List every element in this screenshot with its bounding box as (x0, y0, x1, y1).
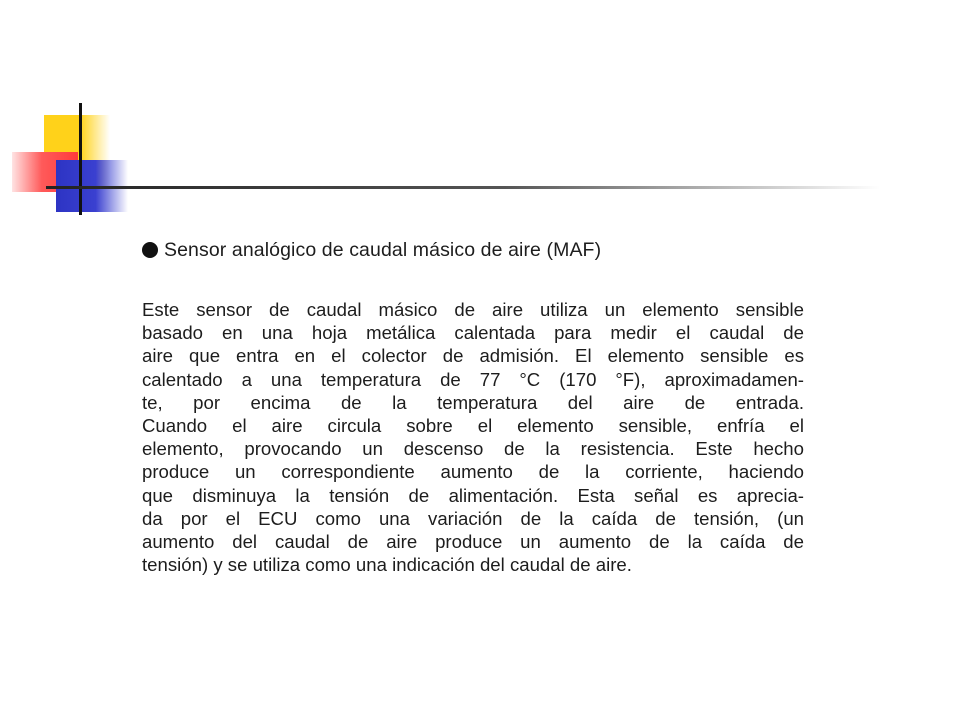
body-paragraph (142, 298, 804, 576)
horizontal-rule (46, 186, 880, 189)
scanned-document (142, 232, 814, 652)
paragraph-line: aumento del caudal de aire produce un aumento de la caída de (142, 531, 804, 553)
paragraph-line: te, por encima de la temperatura del aire de entrada. (142, 391, 804, 413)
bullet-dot-icon (142, 242, 158, 258)
paragraph-line: Este sensor de caudal másico de aire utiliza un elemento sensible (142, 299, 804, 320)
paragraph-line: Cuando el aire circula sobre el elemento sensible, enfría el (142, 415, 804, 437)
section-heading-text: Sensor analógico de caudal másico de aire (MAF) (164, 238, 602, 261)
paragraph-line: que disminuya la tensión de alimentación. Esta señal es aprecia- (142, 484, 804, 506)
paragraph-line: tensión) y se utiliza como una indicación del caudal de aire. (142, 554, 632, 576)
vertical-rule (79, 103, 82, 215)
section-heading (142, 232, 601, 268)
paragraph-line: calentado a una temperatura de 77 °C (170 °F), aproximadamen- (142, 368, 804, 390)
paragraph-line: basado en una hoja metálica calentada para medir el caudal de (142, 322, 804, 344)
paragraph-line: aire que entra en el colector de admisión. El elemento sensible es (142, 345, 804, 367)
slide-ornament (0, 0, 960, 230)
paragraph-line: da por el ECU como una variación de la caída de tensión, (un (142, 507, 804, 529)
paragraph-line: produce un correspondiente aumento de la corriente, haciendo (142, 461, 804, 483)
paragraph-line: elemento, provocando un descenso de la resistencia. Este hecho (142, 438, 804, 460)
